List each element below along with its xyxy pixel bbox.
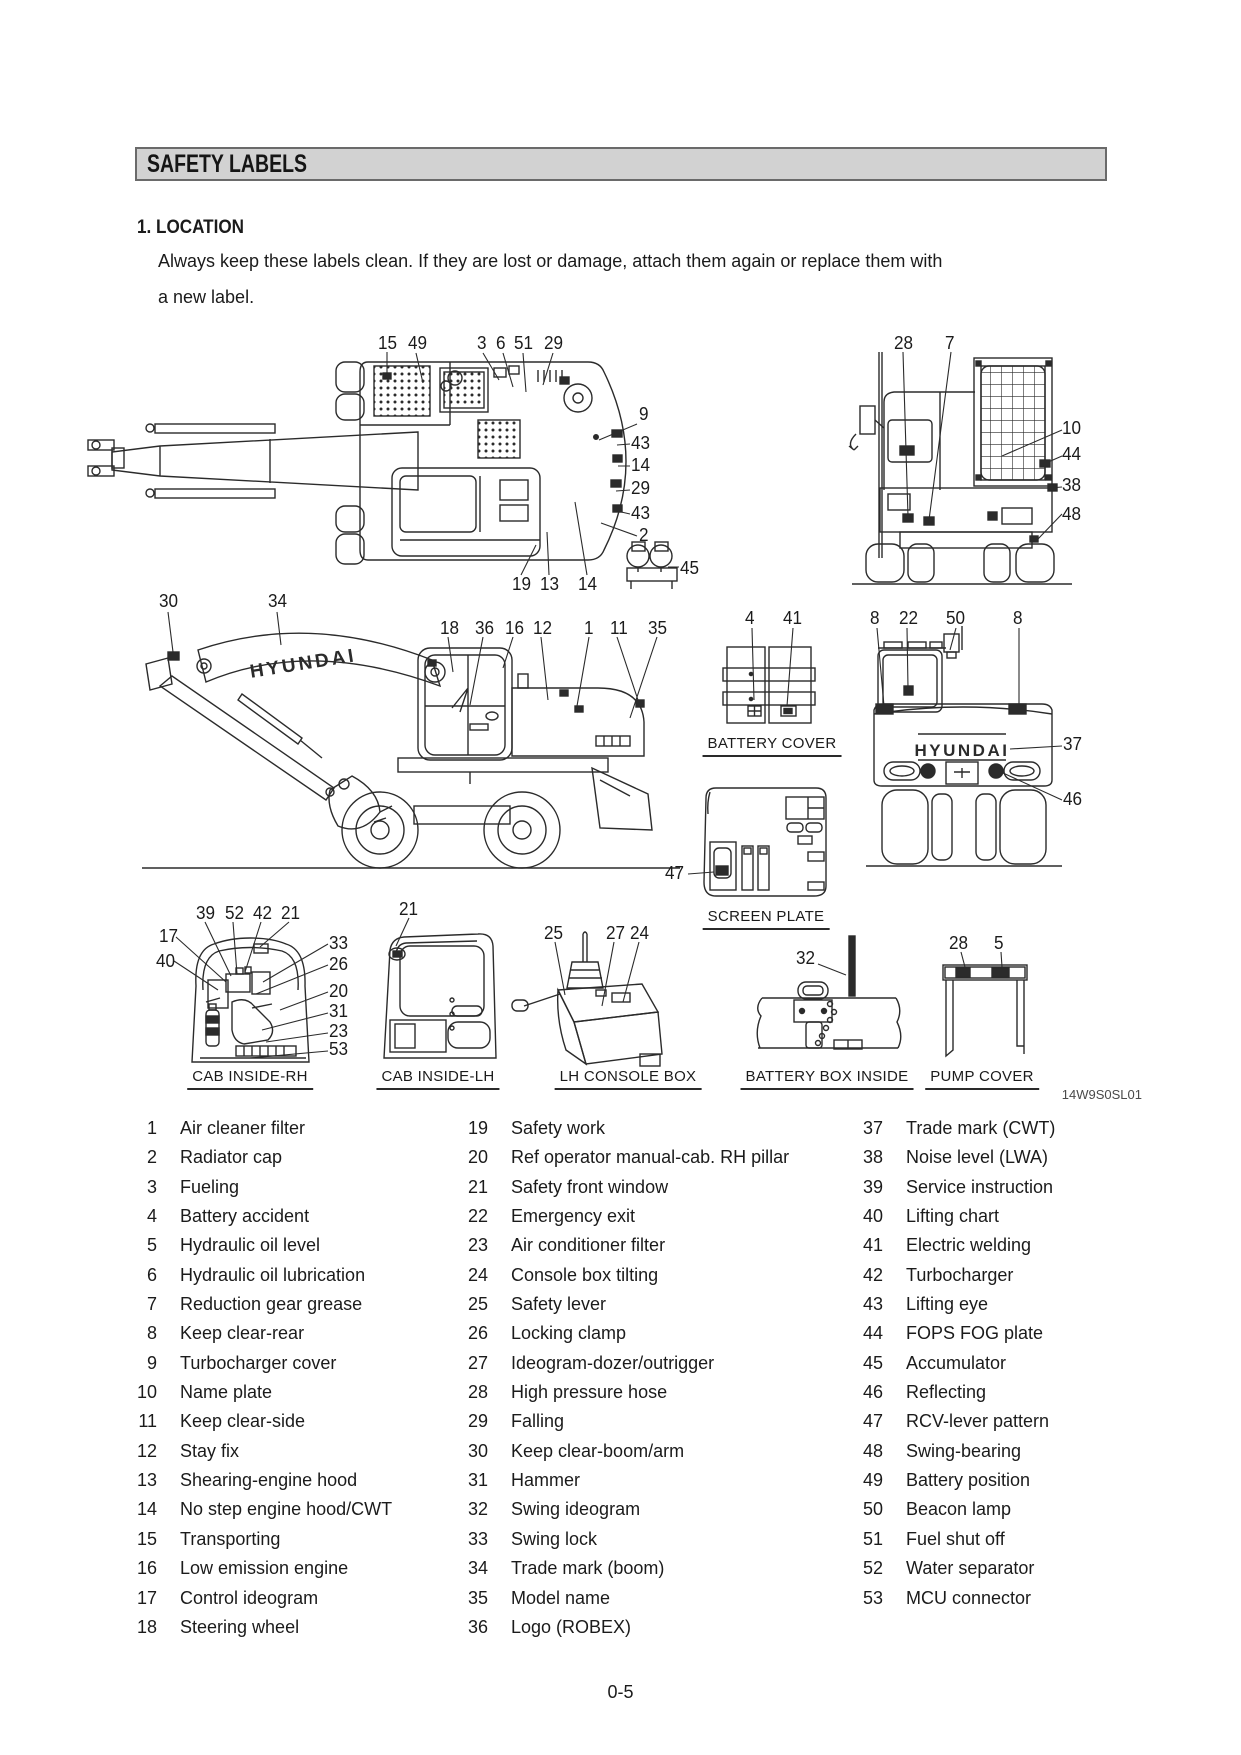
legend-label: Lifting chart <box>906 1206 1000 1227</box>
legend-row <box>857 1437 1055 1466</box>
figure-caption-battery-cover: BATTERY COVER <box>703 735 842 757</box>
callout-number: 32 <box>796 948 816 968</box>
legend-label: Transporting <box>180 1528 281 1549</box>
callout-number: 16 <box>505 618 525 638</box>
side-view-brand-text: HYUNDAI <box>248 645 358 683</box>
legend-number: 50 <box>862 1499 883 1520</box>
legend-label: Battery position <box>906 1470 1031 1491</box>
legend-row <box>462 1407 789 1436</box>
callout-number: 3 <box>477 333 487 353</box>
callout-number: 5 <box>994 933 1004 953</box>
legend-label: Noise level (LWA) <box>906 1147 1049 1168</box>
legend-row <box>857 1554 1055 1583</box>
legend-column-2 <box>462 1114 789 1642</box>
callout-number: 33 <box>329 933 349 953</box>
legend-number: 28 <box>467 1382 488 1403</box>
legend-label: Console box tilting <box>511 1264 659 1285</box>
legend-number: 43 <box>862 1294 883 1315</box>
legend-row <box>462 1613 789 1642</box>
legend-number: 9 <box>146 1352 157 1373</box>
legend-label: Safety lever <box>511 1294 607 1315</box>
callout-number: 10 <box>1062 418 1082 438</box>
callout-number: 19 <box>512 574 532 594</box>
legend-row <box>462 1525 789 1554</box>
callout-number: 18 <box>440 618 460 638</box>
legend-row <box>462 1143 789 1172</box>
legend-number: 31 <box>467 1470 488 1491</box>
callout-number: 37 <box>1063 734 1083 754</box>
callout-number: 14 <box>578 574 598 594</box>
legend-row <box>462 1202 789 1231</box>
legend-label: Hydraulic oil lubrication <box>180 1264 366 1285</box>
legend-label: Turbocharger <box>906 1264 1014 1285</box>
legend-row <box>131 1613 392 1642</box>
callout-number: 29 <box>544 333 564 353</box>
callout-number: 21 <box>281 903 301 923</box>
callout-number: 4 <box>745 608 755 628</box>
legend-label: Accumulator <box>906 1352 1007 1373</box>
legend-row <box>857 1173 1055 1202</box>
callout-number: 7 <box>945 333 955 353</box>
legend-number: 6 <box>146 1264 157 1285</box>
rear-view-brand-text: HYUNDAI <box>914 741 1010 760</box>
legend-label: Logo (ROBEX) <box>511 1616 632 1637</box>
legend-number: 39 <box>862 1176 883 1197</box>
legend-label: Keep clear-boom/arm <box>511 1440 685 1461</box>
legend-label: Radiator cap <box>180 1147 283 1168</box>
callout-number: 35 <box>648 618 668 638</box>
legend-label: Safety work <box>511 1118 606 1138</box>
legend-label: Locking clamp <box>511 1323 627 1344</box>
legend-row <box>857 1261 1055 1290</box>
legend-number: 32 <box>467 1499 488 1520</box>
legend-row <box>131 1173 392 1202</box>
legend-column-1 <box>131 1114 392 1642</box>
figure-caption-screen-plate: SCREEN PLATE <box>703 908 830 930</box>
legend-row <box>462 1173 789 1202</box>
legend-row <box>857 1319 1055 1348</box>
callout-number: 13 <box>540 574 560 594</box>
legend-number: 7 <box>146 1294 157 1315</box>
figure-caption-pump-cover: PUMP COVER <box>925 1068 1039 1090</box>
legend-row <box>857 1231 1055 1260</box>
legend-row <box>131 1437 392 1466</box>
callout-number: 17 <box>159 926 179 946</box>
legend-number: 11 <box>138 1411 157 1432</box>
legend-label: Keep clear-side <box>180 1411 306 1432</box>
legend-number: 16 <box>136 1558 157 1579</box>
legend-label: Name plate <box>180 1382 273 1403</box>
callout-number: 47 <box>665 863 685 883</box>
top-view-diagram <box>88 362 677 589</box>
legend-number: 29 <box>467 1411 488 1432</box>
legend-label: Control ideogram <box>180 1587 319 1608</box>
page-title: SAFETY LABELS <box>147 149 307 178</box>
legend-row <box>857 1584 1055 1613</box>
legend-label: Air conditioner filter <box>511 1235 666 1256</box>
callout-number: 46 <box>1063 789 1083 809</box>
legend-number: 45 <box>862 1352 883 1373</box>
callout-number: 15 <box>378 333 398 353</box>
legend-label: Hammer <box>511 1470 581 1491</box>
callout-number: 44 <box>1062 444 1082 464</box>
legend-row <box>131 1202 392 1231</box>
legend-label: No step engine hood/CWT <box>180 1499 393 1520</box>
legend-row <box>857 1407 1055 1436</box>
callout-number: 48 <box>1062 504 1082 524</box>
figure-caption-cab-inside-lh: CAB INSIDE-LH <box>376 1068 499 1090</box>
legend-label: Swing lock <box>511 1528 598 1549</box>
callout-number: 43 <box>631 433 651 453</box>
figure-area <box>0 330 1241 1112</box>
legend-label: Falling <box>511 1411 565 1432</box>
legend-label: Trade mark (CWT) <box>906 1118 1056 1138</box>
legend-number: 48 <box>862 1440 883 1461</box>
legend-row <box>462 1554 789 1583</box>
legend-label: Shearing-engine hood <box>180 1470 358 1491</box>
figure-caption-cab-inside-rh: CAB INSIDE-RH <box>187 1068 313 1090</box>
legend-row <box>131 1407 392 1436</box>
legend-number: 15 <box>136 1528 157 1549</box>
legend-row <box>857 1349 1055 1378</box>
legend-row <box>462 1495 789 1524</box>
callout-number: 24 <box>630 923 650 943</box>
legend-number: 21 <box>467 1176 488 1197</box>
intro-paragraph <box>158 243 1118 315</box>
rear-view-diagram <box>866 626 1062 866</box>
cab-inside-lh-diagram <box>384 934 496 1058</box>
intro-line-1: Always keep these labels clean. If they are lost or damage, attach them again or replace them with <box>158 251 943 271</box>
callout-number: 40 <box>156 951 176 971</box>
legend-row <box>131 1231 392 1260</box>
callout-number: 11 <box>610 618 628 638</box>
legend-number: 20 <box>467 1147 488 1168</box>
callout-number: 38 <box>1062 475 1082 495</box>
legend-label: Battery accident <box>180 1206 310 1227</box>
callout-number: 30 <box>159 591 179 611</box>
callout-number: 28 <box>949 933 969 953</box>
legend-label: High pressure hose <box>511 1382 668 1403</box>
legend-number: 44 <box>862 1323 883 1344</box>
legend-label: MCU connector <box>906 1587 1032 1608</box>
callout-number: 9 <box>639 404 649 424</box>
legend-row <box>131 1114 392 1143</box>
lh-console-box-diagram <box>512 932 662 1066</box>
legend-number: 18 <box>136 1616 157 1637</box>
legend-row <box>462 1231 789 1260</box>
legend-label: Ideogram-dozer/outrigger <box>511 1352 715 1373</box>
legend-row <box>857 1466 1055 1495</box>
legend-label: Reduction gear grease <box>180 1294 363 1315</box>
callout-number: 8 <box>870 608 880 628</box>
callout-number: 1 <box>584 618 594 638</box>
legend-number: 37 <box>862 1118 883 1138</box>
side-view-diagram <box>142 633 680 868</box>
legend-number: 52 <box>862 1558 883 1579</box>
legend-row <box>131 1525 392 1554</box>
callout-number: 12 <box>533 618 553 638</box>
legend-row <box>131 1290 392 1319</box>
legend-label: Steering wheel <box>180 1616 300 1637</box>
legend-number: 5 <box>146 1235 157 1256</box>
legend-number: 38 <box>862 1147 883 1168</box>
legend-row <box>857 1290 1055 1319</box>
legend-label: Model name <box>511 1587 611 1608</box>
legend-number: 33 <box>467 1528 488 1549</box>
legend-number: 46 <box>862 1382 883 1403</box>
legend-row <box>131 1349 392 1378</box>
legend-label: Fuel shut off <box>906 1528 1005 1549</box>
legend-number: 17 <box>136 1587 157 1608</box>
figure-caption-battery-box-inside: BATTERY BOX INSIDE <box>741 1068 914 1090</box>
legend-number: 13 <box>136 1470 157 1491</box>
page-number: 0-5 <box>607 1682 634 1702</box>
legend-row <box>131 1495 392 1524</box>
legend-row <box>462 1319 789 1348</box>
callout-number: 41 <box>783 608 803 628</box>
callout-number: 42 <box>253 903 273 923</box>
legend-label: Safety front window <box>511 1176 669 1197</box>
legend-row <box>131 1319 392 1348</box>
legend-number: 2 <box>146 1147 157 1168</box>
callout-number: 31 <box>329 1001 349 1021</box>
callout-number: 26 <box>329 954 349 974</box>
callout-number: 27 <box>606 923 626 943</box>
legend-number: 12 <box>136 1440 157 1461</box>
legend-label: Ref operator manual-cab. RH pillar <box>511 1147 790 1168</box>
legend-column-3 <box>857 1114 1055 1613</box>
legend-row <box>131 1143 392 1172</box>
callout-number: 36 <box>475 618 495 638</box>
legend-number: 53 <box>862 1587 883 1608</box>
legend-row <box>131 1584 392 1613</box>
callout-number: 6 <box>496 333 506 353</box>
legend-number: 10 <box>136 1382 157 1403</box>
legend-row <box>462 1437 789 1466</box>
legend-number: 41 <box>862 1235 883 1256</box>
callout-number: 29 <box>631 478 651 498</box>
legend-row <box>857 1378 1055 1407</box>
legend-label: Emergency exit <box>511 1206 636 1227</box>
legend-number: 22 <box>467 1206 488 1227</box>
legend-row <box>857 1143 1055 1172</box>
legend-label: Service instruction <box>906 1176 1054 1197</box>
legend-number: 8 <box>146 1323 157 1344</box>
legend-row <box>462 1290 789 1319</box>
legend-number: 19 <box>467 1118 488 1138</box>
legend-label: FOPS FOG plate <box>906 1323 1044 1344</box>
legend-label: Beacon lamp <box>906 1499 1012 1520</box>
callout-number: 2 <box>639 525 649 545</box>
legend-number: 27 <box>467 1352 488 1373</box>
legend-number: 35 <box>467 1587 488 1608</box>
legend-row <box>131 1261 392 1290</box>
legend-label: Fueling <box>180 1176 240 1197</box>
legend-number: 23 <box>467 1235 488 1256</box>
legend-number: 14 <box>136 1499 157 1520</box>
intro-line-2: a new label. <box>158 287 255 307</box>
legend-row <box>462 1349 789 1378</box>
legend-number: 4 <box>146 1206 157 1227</box>
legend-label: Swing-bearing <box>906 1440 1022 1461</box>
callout-number: 49 <box>408 333 428 353</box>
legend-row <box>131 1378 392 1407</box>
legend-row <box>462 1378 789 1407</box>
legend-row <box>857 1202 1055 1231</box>
legend-label: Hydraulic oil level <box>180 1235 321 1256</box>
callout-number: 39 <box>196 903 216 923</box>
battery-box-inside-diagram <box>757 936 901 1049</box>
legend-row <box>131 1466 392 1495</box>
legend-row <box>857 1525 1055 1554</box>
legend-number: 47 <box>862 1411 883 1432</box>
callout-number: 51 <box>514 333 534 353</box>
legend-number: 3 <box>146 1176 157 1197</box>
legend-label: Water separator <box>906 1558 1035 1579</box>
callout-number: 23 <box>329 1021 349 1041</box>
legend-label: Lifting eye <box>906 1294 989 1315</box>
legend-number: 25 <box>467 1294 488 1315</box>
legend-number: 34 <box>467 1558 488 1579</box>
legend-label: Keep clear-rear <box>180 1323 305 1344</box>
legend-label: Reflecting <box>906 1382 987 1403</box>
legend-label: Trade mark (boom) <box>511 1558 665 1579</box>
legend-row <box>462 1261 789 1290</box>
callout-number: 22 <box>899 608 919 628</box>
callout-number: 34 <box>268 591 288 611</box>
legend-row <box>857 1495 1055 1524</box>
legend-number: 24 <box>467 1264 488 1285</box>
callout-number: 8 <box>1013 608 1023 628</box>
screen-plate-diagram <box>704 788 826 896</box>
callout-number: 28 <box>894 333 914 353</box>
legend-number: 26 <box>467 1323 488 1344</box>
legend-label: Low emission engine <box>180 1558 349 1579</box>
legend-row <box>462 1584 789 1613</box>
legend-label: Turbocharger cover <box>180 1352 337 1373</box>
legend-number: 36 <box>467 1616 488 1637</box>
callout-number: 45 <box>680 558 700 578</box>
callout-number: 43 <box>631 503 651 523</box>
legend-row <box>131 1554 392 1583</box>
figure-caption-lh-console-box: LH CONSOLE BOX <box>555 1068 702 1090</box>
callout-number: 53 <box>329 1039 349 1059</box>
battery-cover-diagram <box>723 647 815 723</box>
legend-number: 1 <box>146 1118 157 1138</box>
pump-cover-diagram <box>943 965 1027 1056</box>
section-heading: 1. LOCATION <box>137 217 245 238</box>
legend-row <box>462 1466 789 1495</box>
callout-number: 20 <box>329 981 349 1001</box>
figure-code: 14W9S0SL01 <box>1061 1087 1142 1102</box>
legend-label: Electric welding <box>906 1235 1032 1256</box>
legend-number: 40 <box>862 1206 883 1227</box>
legend-label: Swing ideogram <box>511 1499 641 1520</box>
callout-number: 14 <box>631 455 651 475</box>
callout-number: 21 <box>399 899 419 919</box>
legend-number: 42 <box>862 1264 883 1285</box>
legend-row <box>857 1114 1055 1143</box>
front-view-diagram <box>849 352 1072 584</box>
legend-row <box>462 1114 789 1143</box>
page-title-bar <box>135 147 1107 181</box>
callout-number: 52 <box>225 903 245 923</box>
callout-number: 25 <box>544 923 564 943</box>
safety-label-location-diagram <box>0 330 1241 1112</box>
legend-label: RCV-lever pattern <box>906 1411 1050 1432</box>
legend-number: 30 <box>467 1440 488 1461</box>
legend-number: 51 <box>862 1528 883 1549</box>
legend-number: 49 <box>862 1470 883 1491</box>
legend-label: Air cleaner filter <box>180 1118 306 1138</box>
legend-label: Stay fix <box>180 1440 240 1461</box>
callout-number: 50 <box>946 608 966 628</box>
